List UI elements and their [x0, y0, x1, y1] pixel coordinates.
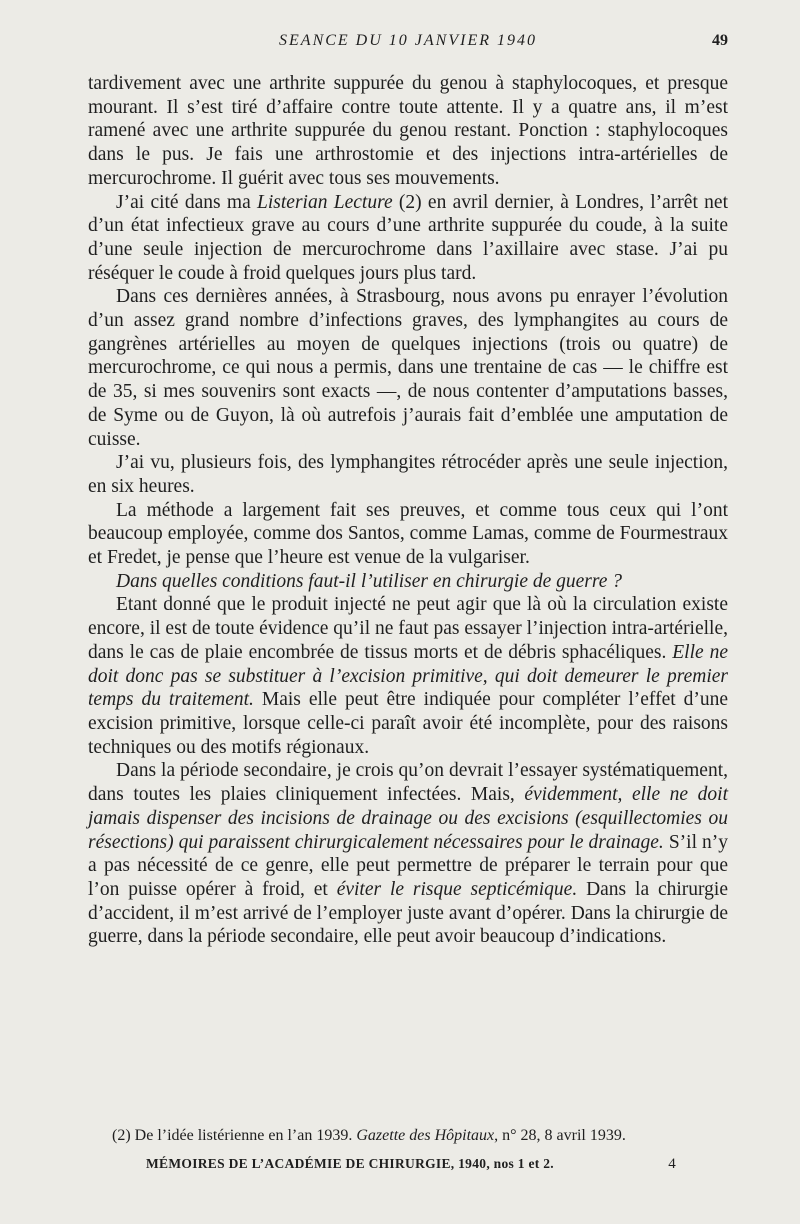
paragraph-2 [88, 191, 728, 286]
header-title: SEANCE DU 10 JANVIER 1940 [279, 32, 537, 49]
paragraph-7 [88, 593, 728, 759]
body-text [88, 72, 728, 949]
footnote-part-b: , n° 28, 8 avril 1939. [494, 1127, 626, 1144]
paragraph-7-part-a: Etant donné que le produit injecté ne peut agir que là où la circulation existe encore, il est de toute évidence qu’il ne faut pas essayer l’injection intra-artérielle, dans le cas de plaie encombrée de tissus morts et de débris sphacéliques. [88, 594, 728, 663]
signature-number: 4 [668, 1156, 676, 1172]
page-number: 49 [712, 32, 728, 49]
footnote [112, 1126, 732, 1146]
paragraph-8-emphasis-1: évidemment, elle ne doit jamais dispenser des incisions de drainage ou des excisions (esquillectomies ou résections) qui paraissent chirurgicalement nécessaires pour le drainage. [88, 784, 728, 853]
paragraph-7-part-b: Mais elle peut être indiquée pour compléter l’effet d’une excision primitive, lorsque celle-ci paraît avoir été incomplète, pour des raisons techniques ou des motifs régionaux. [88, 689, 728, 758]
paragraph-8-part-b: S’il n’y a pas nécessité de ce genre, elle peut permettre de préparer le terrain pour que l’on puisse opérer à froid, et [88, 831, 728, 900]
listerian-lecture-title: Listerian Lecture [257, 191, 393, 213]
page-footer [146, 1156, 676, 1172]
paragraph-2-part-a: J’ai cité dans ma [116, 191, 258, 213]
question-heading: Dans quelles conditions faut-il l’utiliser en chirurgie de guerre ? [116, 570, 623, 592]
paragraph-2-part-b: (2) en avril dernier, à Londres, l’arrêt net d’un état infectieux grave au cours d’une arthrite suppurée du coude, à la suite d’une seule injection de mercurochrome dans l’axillaire avec stase. J’ai pu réséquer le coude à froid quelques jours plus tard. [88, 191, 728, 284]
paragraph-6-question [88, 570, 728, 594]
paragraph-8-emphasis-2: éviter le risque septicémique. [336, 878, 578, 900]
paragraph-4: J’ai vu, plusieurs fois, des lymphangites rétrocéder après une seule injection, en six heures. [88, 452, 728, 497]
paragraph-8 [88, 759, 728, 949]
paragraph-7-emphasis: Elle ne doit donc pas se substituer à l’excision primitive, qui doit demeurer le premier temps du traitement. [88, 641, 728, 711]
paragraph-8-part-c: Dans la chirurgie d’accident, il m’est arrivé de l’employer juste avant d’opérer. Dans la chirurgie de guerre, dans la période secondaire, elle peut avoir beaucoup d’indications. [88, 878, 728, 948]
footnote-journal: Gazette des Hôpitaux [356, 1127, 495, 1144]
footer-text: MÉMOIRES DE L’ACADÉMIE DE CHIRURGIE, 1940, nos 1 et 2. [146, 1156, 554, 1171]
footnote-part-a: (2) De l’idée listérienne en l’an 1939. [112, 1127, 357, 1144]
paragraph-1: tardivement avec une arthrite suppurée du genou à staphylocoques, et presque mourant. Il s’est tiré d’affaire contre toute attente. Il y a quatre ans, il m’est ramené avec une arthrite suppurée du genou restant. Ponction : staphylocoques dans le pus. Je fais une arthrostomie et des injections intra-artérielles de mercurochrome. Il guérit avec tous ses mouvements. [88, 73, 728, 189]
paragraph-8-part-a: Dans la période secondaire, je crois qu’on devrait l’essayer systématiquement, dans toutes les plaies cliniquement infectées. Mais, [88, 760, 728, 806]
paragraph-5: La méthode a largement fait ses preuves, et comme tous ceux qui l’ont beaucoup employée, comme dos Santos, comme Lamas, comme de Fourmestraux et Fredet, je pense que l’heure est venue de la vulgariser. [88, 499, 728, 569]
running-header [88, 32, 728, 56]
paragraph-3: Dans ces dernières années, à Strasbourg, nous avons pu enrayer l’évolution d’un assez grand nombre d’infections graves, des lymphangites au cours de gangrènes artérielles au moyen de quelques injections (trois ou quatre) de mercurochrome, ce qui nous a permis, dans une trentaine de cas — le chiffre est de 35, si mes souvenirs sont exacts —, de nous contenter d’amputations basses, de Syme ou de Guyon, là où autrefois j’aurais fait d’emblée une amputation de cuisse. [88, 286, 728, 450]
